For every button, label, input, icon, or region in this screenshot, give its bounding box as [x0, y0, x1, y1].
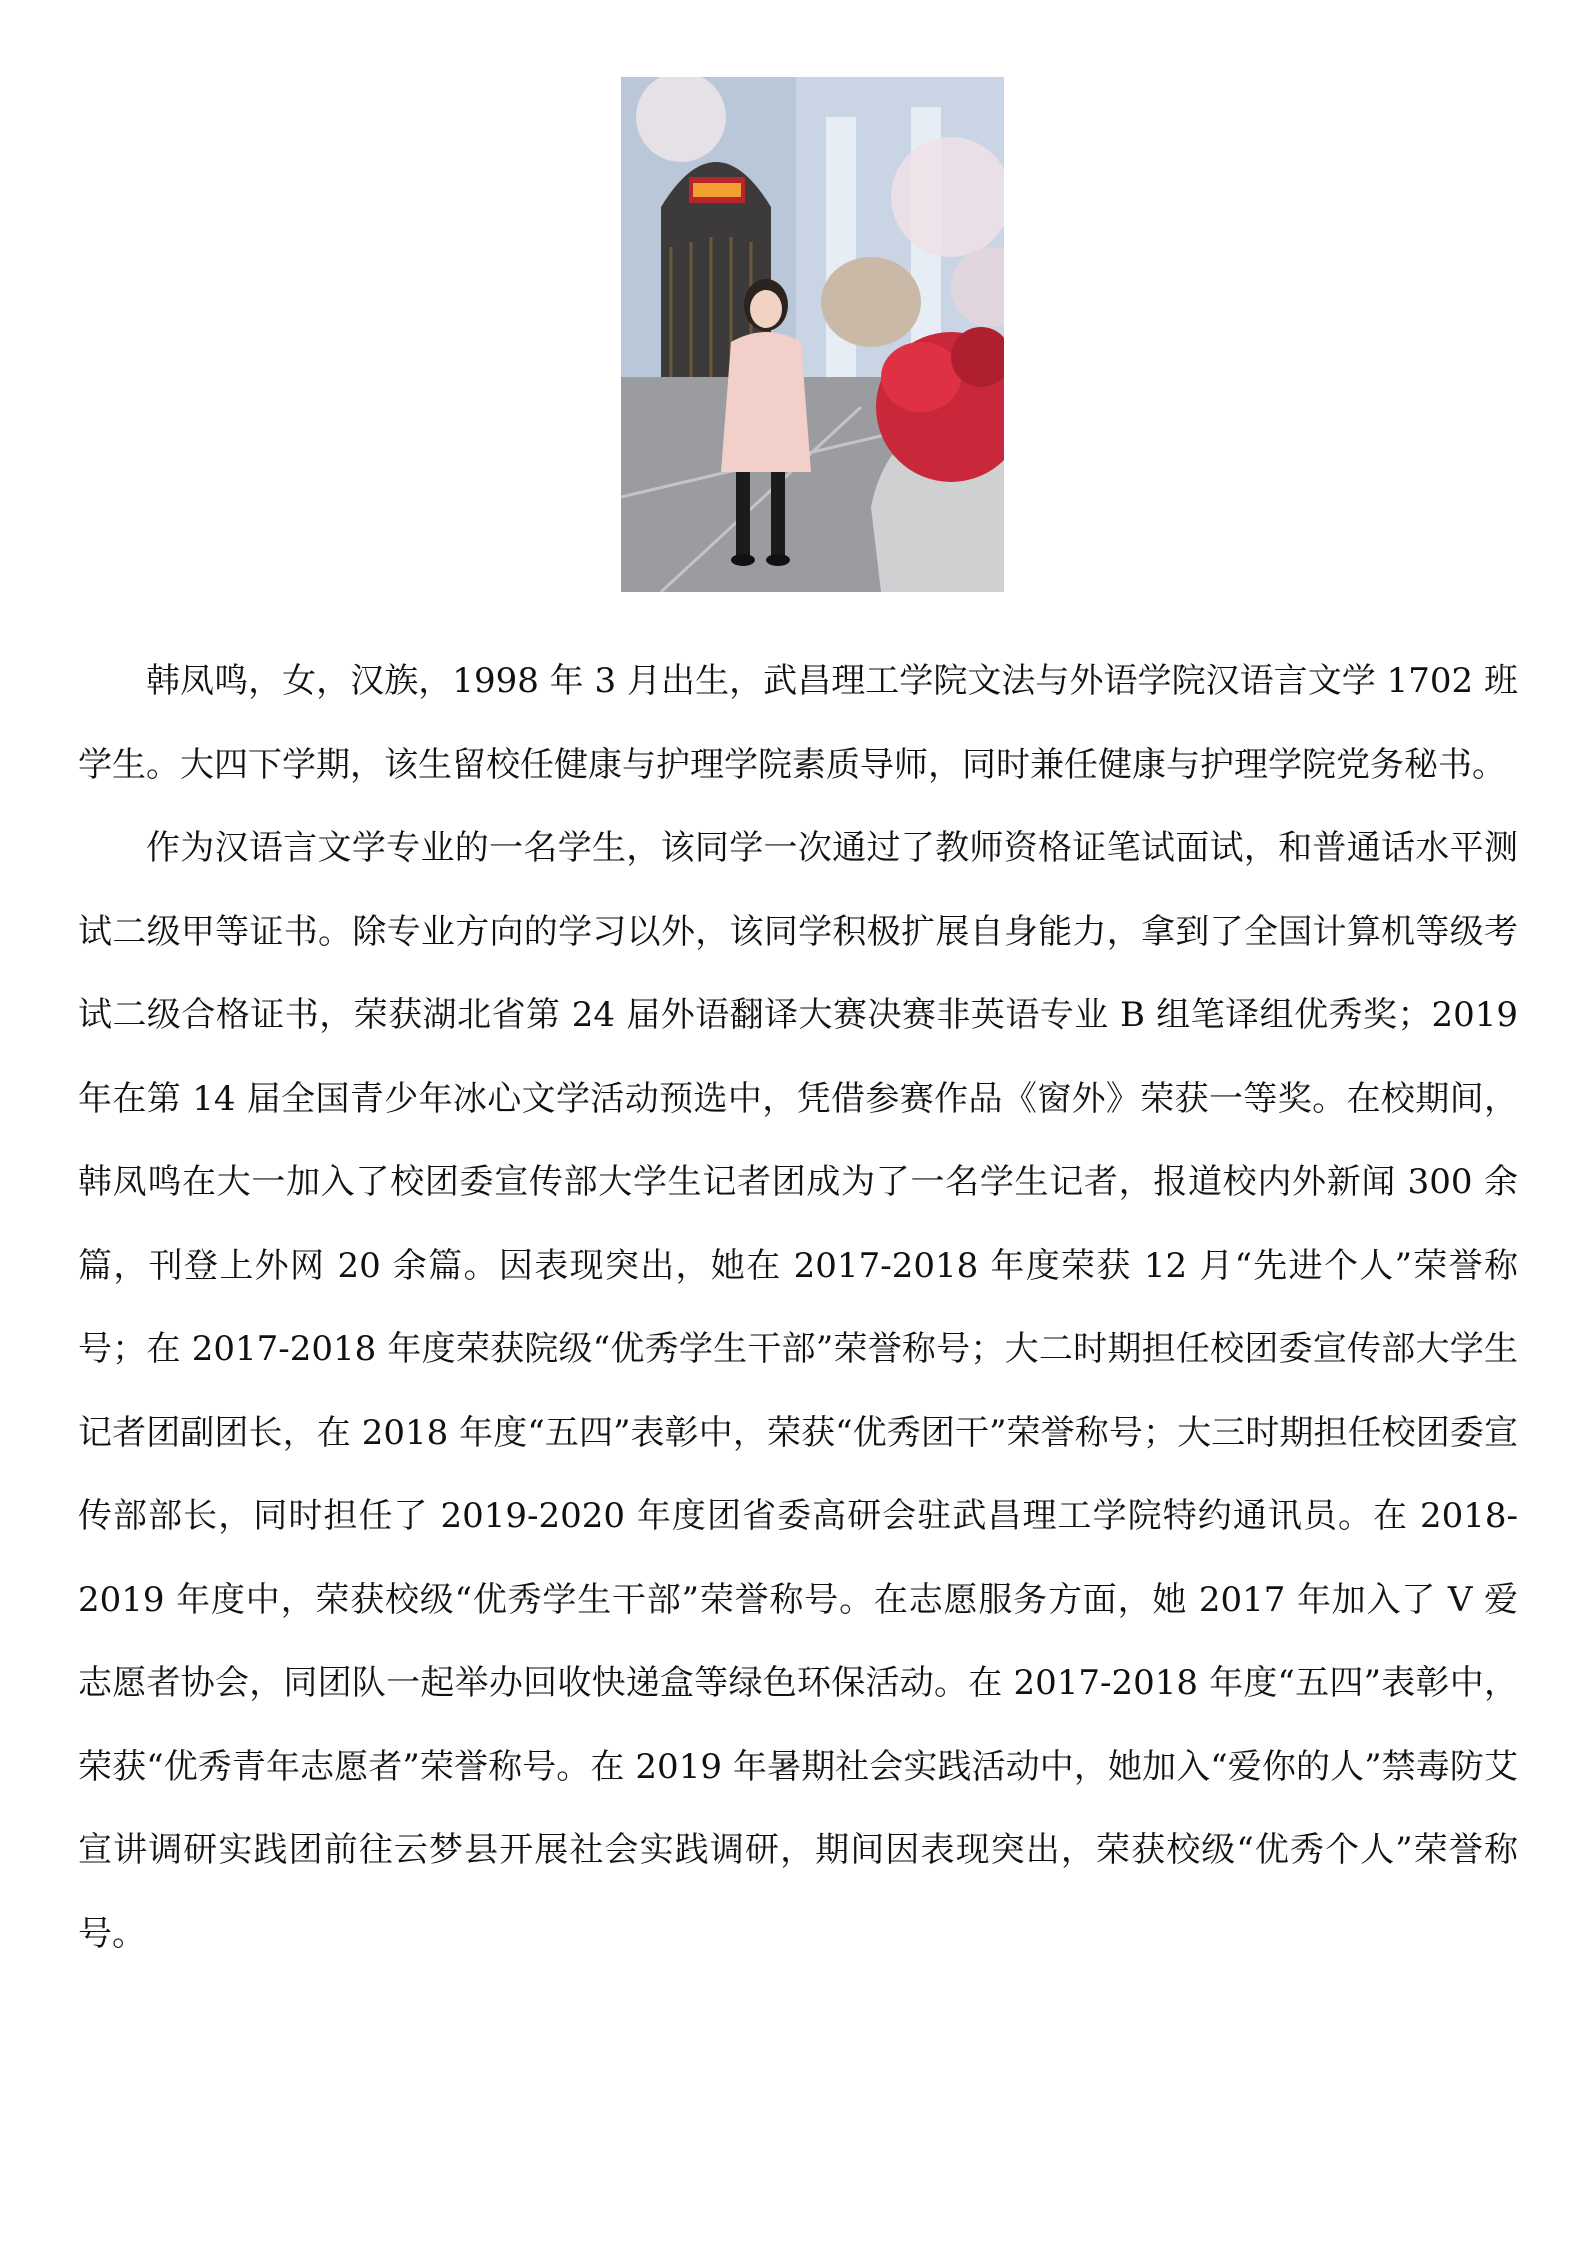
- portrait-photo: [621, 77, 1004, 592]
- paragraph-achievements: 作为汉语言文学专业的一名学生，该同学一次通过了教师资格证笔试面试，和普通话水平测试二级甲等证书。除专业方向的学习以外，该同学积极扩展自身能力，拿到了全国计算机等级考试二级合格证书，荣获湖北省第 24 届外语翻译大赛决赛非英语专业 B 组笔译组优秀奖；2019 年在第 14 届全国青少年冰心文学活动预选中，凭借参赛作品《窗外》荣获一等奖。在校期间，韩凤鸣在大一加入了校团委宣传部大学生记者团成为了一名学生记者，报道校内外新闻 300 余篇，刊登上外网 20 余篇。因表现突出，她在 2017-2018 年度荣获 12 月“先进个人”荣誉称号；在 2017-2018 年度荣获院级“优秀学生干部”荣誉称号；大二时期担任校团委宣传部大学生记者团副团长，在 2018 年度“五四”表彰中，荣获“优秀团干”荣誉称号；大三时期担任校团委宣传部部长，同时担任了 2019-2020 年度团省委高研会驻武昌理工学院特约通讯员。在 2018-2019 年度中，荣获校级“优秀学生干部”荣誉称号。在志愿服务方面，她 2017 年加入了 V 爱志愿者协会，同团队一起举办回收快递盒等绿色环保活动。在 2017-2018 年度“五四”表彰中，荣获“优秀青年志愿者”荣誉称号。在 2019 年暑期社会实践活动中，她加入“爱你的人”禁毒防艾宣讲调研实践团前往云梦县开展社会实践调研，期间因表现突出，荣获校级“优秀个人”荣誉称号。: [78, 828, 1518, 1954]
- portrait-photo-drawing: [621, 77, 1004, 592]
- paragraph-intro: 韩凤鸣，女，汉族，1998 年 3 月出生，武昌理工学院文法与外语学院汉语言文学 1702 班学生。大四下学期，该生留校任健康与护理学院素质导师，同时兼任健康与护理学院党务秘书。: [78, 661, 1518, 785]
- biography-text: [78, 640, 1518, 1976]
